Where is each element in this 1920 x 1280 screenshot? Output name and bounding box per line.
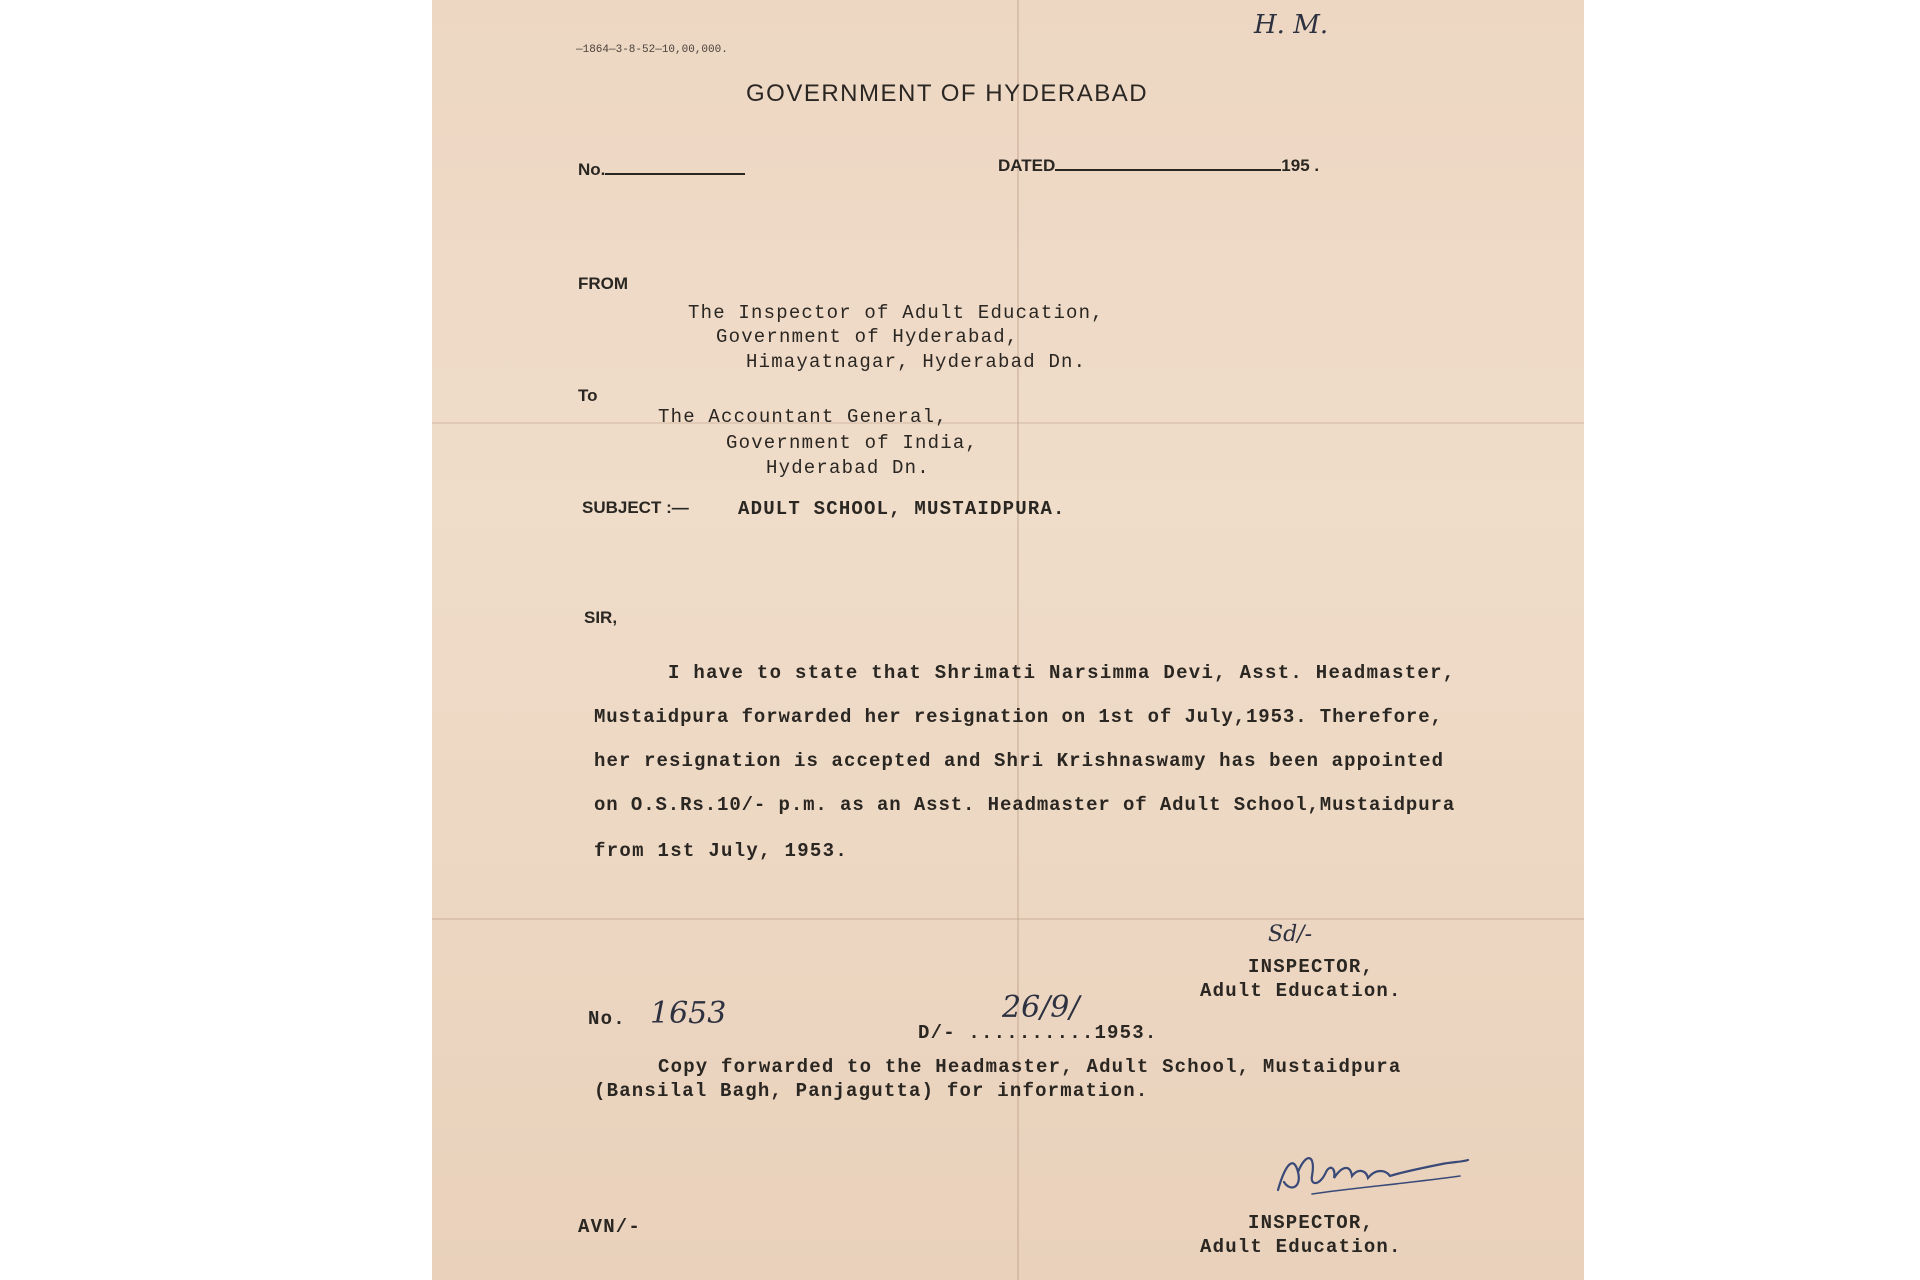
body-line-5: from 1st July, 1953.	[594, 840, 849, 862]
body-line-3: her resignation is accepted and Shri Krishnaswamy has been appointed	[594, 750, 1445, 772]
reference-date-dots: ..........1953.	[968, 1022, 1158, 1044]
footer-title: INSPECTOR,	[1248, 1212, 1375, 1234]
footer-dept: Adult Education.	[1200, 1236, 1402, 1258]
subject-text: ADULT SCHOOL, MUSTAIDPURA.	[738, 498, 1066, 520]
body-line-1: I have to state that Shrimati Narsimma Devi, Asst. Headmaster,	[668, 662, 1456, 684]
fold-crease-upper	[432, 422, 1584, 424]
footer-initials: AVN/-	[578, 1216, 642, 1238]
copy-line-2: (Bansilal Bagh, Panjagutta) for information.	[594, 1080, 1149, 1102]
dated-field	[998, 156, 1319, 176]
to-line-1: The Accountant General,	[658, 406, 948, 428]
letter-page	[432, 0, 1584, 1280]
fold-crease-lower	[432, 918, 1584, 920]
reference-date-field	[918, 1022, 1157, 1044]
reference-date-label: D/-	[918, 1022, 956, 1044]
subject-label: SUBJECT :—	[582, 498, 689, 517]
letter-number-blank	[605, 173, 745, 175]
dated-blank	[1055, 169, 1281, 171]
to-line-2: Government of India,	[726, 432, 979, 454]
government-heading: GOVERNMENT OF HYDERABAD	[746, 80, 1149, 107]
handwritten-signature	[1272, 1142, 1472, 1202]
reference-no-handwritten: 1653	[650, 996, 727, 1031]
letter-number-label: No.	[578, 160, 606, 179]
dated-year-suffix: 195 .	[1281, 156, 1320, 175]
first-signoff-dept: Adult Education.	[1200, 980, 1402, 1002]
letter-number-field	[578, 160, 745, 180]
from-line-3: Himayatnagar, Hyderabad Dn.	[746, 351, 1087, 373]
dated-label: DATED	[998, 156, 1056, 175]
from-label: FROM	[578, 274, 629, 293]
to-line-3: Hyderabad Dn.	[766, 457, 930, 479]
reference-no-label: No.	[588, 1008, 626, 1030]
to-label: To	[578, 386, 598, 405]
body-line-4: on O.S.Rs.10/- p.m. as an Asst. Headmaster of Adult School,Mustaidpura	[594, 794, 1456, 816]
body-line-2: Mustaidpura forwarded her resignation on 1st of July,1953. Therefore,	[594, 706, 1443, 728]
first-signoff-title: INSPECTOR,	[1248, 956, 1375, 978]
print-code: —1864—3-8-52—10,00,000.	[576, 44, 728, 56]
from-line-2: Government of Hyderabad,	[716, 326, 1019, 348]
copy-line-1: Copy forwarded to the Headmaster, Adult School, Mustaidpura	[658, 1056, 1402, 1078]
salutation: SIR,	[584, 608, 618, 627]
from-line-1: The Inspector of Adult Education,	[688, 302, 1104, 324]
reference-date-handwritten: 26/9/	[1002, 990, 1080, 1025]
handwritten-initials: H. M.	[1254, 10, 1329, 40]
sd-handwritten: Sd/-	[1268, 922, 1312, 947]
